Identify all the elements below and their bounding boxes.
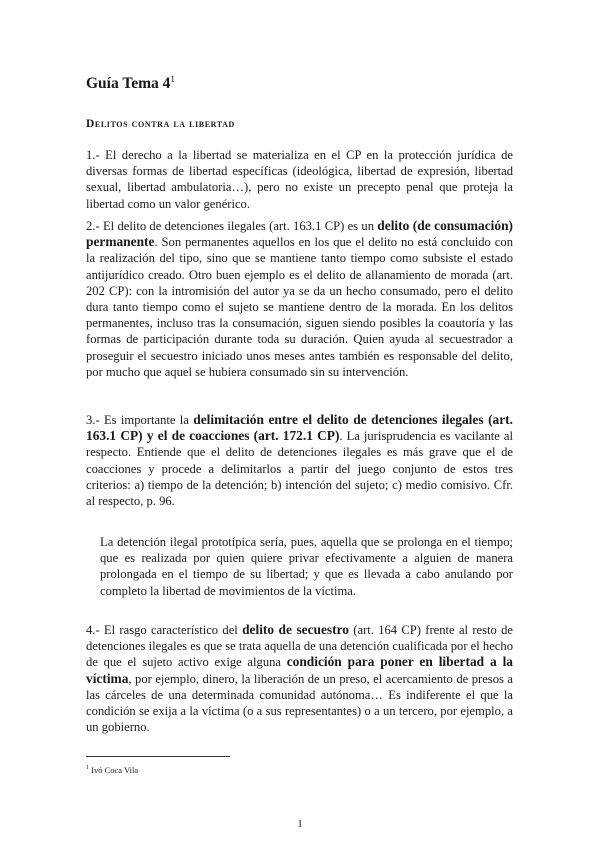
- paragraph-1: 1.- El derecho a la libertad se materializa en el CP en la protección jurídica de diversas formas de libertad específicas (ideológica, libertad de expresión, libertad sexual, libertad ambulatoria…), pero no existe un precepto penal que proteja la libertad como un valor genérico.: [86, 148, 513, 211]
- footnote: [86, 765, 138, 775]
- paragraph-4: 4.- El rasgo característico del delito de secuestro (art. 164 CP) frente al resto de detenciones ilegales es que se trata aquella de una detención cualificada por el hecho de que el sujeto activo exige alguna condición para poner en libertad a la víctima, por ejemplo, dinero, la liberación de un preso, el acercamiento de presos a las cárceles de una determinada comunidad autónoma… Es indiferente el que la condición se exija a la víctima (o a sus representantes) o a un tercero, por ejemplo, a un gobierno.: [86, 622, 513, 735]
- page-title: Guía Tema $4^1$: [86, 74, 175, 93]
- bold-term-permanent-offense: delito (de consumación) permanente: [86, 218, 513, 250]
- footnote-divider: [86, 756, 230, 757]
- footnote-mark: 1: [86, 765, 89, 772]
- section-heading: Delitos contra la libertad: [86, 118, 235, 130]
- bold-term-release-condition: condición para poner en libertad a la víctima: [86, 654, 513, 686]
- paragraph-3: 3.- Es importante la delimitación entre el delito de detenciones ilegales (art. 163.1 CP) y el de coacciones (art. 172.1 CP). La jurisprudencia es vacilante al respecto. Entiende que el delito de detenciones ilegales es más grave que el de coacciones y procede a delimitarlos a partir del juego conjunto de estos tres criterios: a) tiempo de la detención; b) intención del sujeto; c) medio comisivo. Cfr. al respecto, p. 96.: [86, 412, 513, 509]
- title-footnote-mark[interactable]: 1: [170, 74, 175, 84]
- bold-term-delimitation: delimitación entre el delito de detenciones ilegales (art. 163.1 CP) y el de coacciones (art. 172.1 CP): [86, 412, 513, 444]
- block-quote: La detención ilegal prototípica sería, pues, aquella que se prolonga en el tiempo; que es realizada por quien quiere privar efectivamente a alguien de manera prolongada en el tiempo de su libertad; y que es llevada a cabo anulando por completo la libertad de movimientos de la víctima.: [100, 535, 513, 598]
- page-number: 1: [297, 818, 303, 830]
- footnote-text: Ivó Coca Vila: [91, 765, 139, 775]
- bold-term-kidnapping: delito de secuestro: [242, 622, 349, 637]
- paragraph-2: 2.- El delito de detenciones ilegales (art. 163.1 CP) es un delito (de consumación) permanente. Son permanentes aquellos en los que el delito no está concluido con la realización del tipo, sino que se mantiene tanto tiempo como subsiste el estado antijurídico creado. Otro buen ejemplo es el delito de allanamiento de morada (art. 202 CP): con la intromisión del autor ya se da un hecho consumado, pero el delito dura tanto tiempo como el sujeto se mantiene dentro de la morada. En los delitos permanentes, incluso tras la consumación, siguen siendo posibles la coautoría y las formas de participación durante toda su duración. Quien ayuda al secuestrador a proseguir el secuestro iniciado unos meses antes también es responsable del delito, por mucho que aquel se hubiera consumado sin su intervención.: [86, 218, 513, 379]
